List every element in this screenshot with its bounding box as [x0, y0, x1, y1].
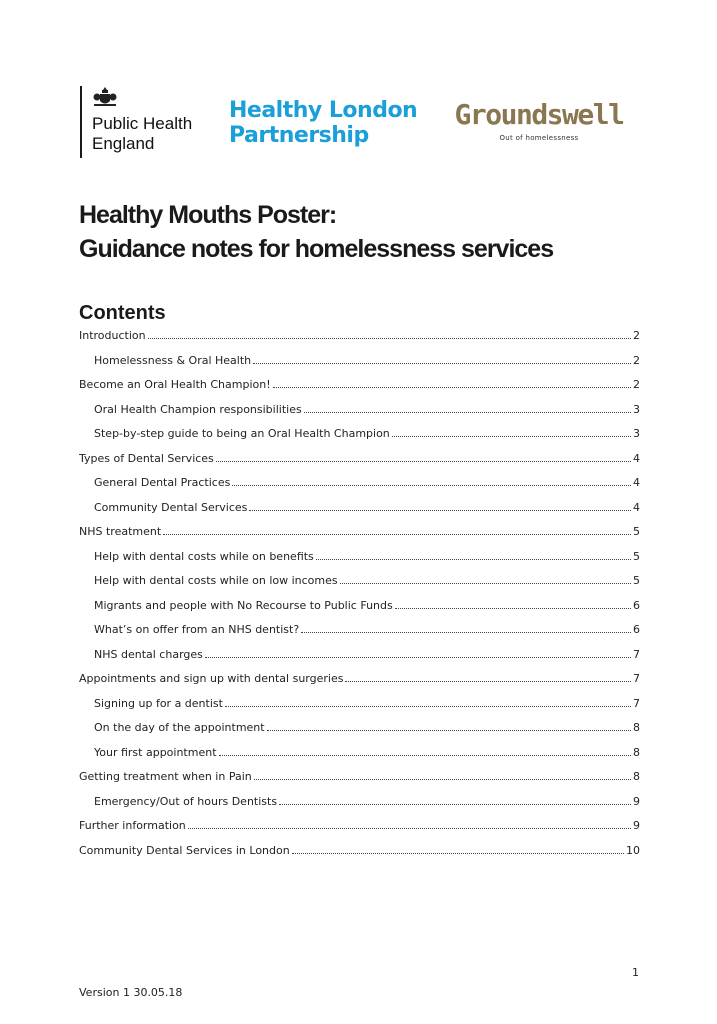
toc-entry-page[interactable]: 6 — [633, 598, 640, 612]
toc-entry-page[interactable]: 7 — [633, 672, 640, 685]
toc-dot-leader — [345, 681, 631, 682]
toc-entry-page[interactable]: 10 — [626, 843, 640, 857]
toc-entry[interactable] — [79, 329, 640, 354]
toc-entry-page[interactable]: 5 — [633, 574, 640, 587]
toc-entry-label[interactable]: Getting treatment when in Pain — [79, 770, 252, 783]
toc-entry-page[interactable]: 4 — [633, 451, 640, 465]
toc-entry[interactable] — [79, 648, 640, 673]
toc-entry[interactable] — [79, 844, 640, 869]
toc-entry-page[interactable]: 7 — [633, 696, 640, 710]
toc-entry[interactable] — [79, 452, 640, 477]
toc-dot-leader — [232, 485, 631, 486]
toc-entry-label[interactable]: Help with dental costs while on benefits — [94, 549, 314, 563]
toc-dot-leader — [292, 853, 624, 854]
toc-entry-page[interactable]: 5 — [633, 525, 640, 538]
toc-dot-leader — [340, 583, 631, 584]
toc-entry[interactable] — [79, 770, 640, 795]
toc-entry-page[interactable]: 6 — [633, 623, 640, 636]
toc-entry[interactable] — [79, 623, 640, 648]
toc-entry[interactable] — [79, 525, 640, 550]
toc-entry[interactable] — [79, 550, 640, 575]
groundswell-logo — [449, 98, 629, 142]
toc-entry-label[interactable]: General Dental Practices — [94, 476, 231, 489]
toc-entry-label[interactable]: Step-by-step guide to being an Oral Health Champion — [94, 427, 390, 440]
toc-entry-label[interactable]: Emergency/Out of hours Dentists — [94, 794, 278, 808]
logo-divider — [80, 86, 82, 158]
toc-dot-leader — [249, 510, 631, 511]
toc-entry-page[interactable]: 7 — [633, 647, 640, 661]
toc-entry[interactable] — [79, 427, 640, 452]
toc-entry-label[interactable]: NHS dental charges — [94, 647, 203, 661]
contents-heading: Contents — [79, 302, 166, 324]
toc-dot-leader — [301, 632, 631, 633]
toc-entry[interactable] — [79, 697, 640, 722]
toc-dot-leader — [254, 779, 631, 780]
toc-entry[interactable] — [79, 476, 640, 501]
toc-entry[interactable] — [79, 746, 640, 771]
toc-entry[interactable] — [79, 672, 640, 697]
groundswell-tagline: Out of homelessness — [499, 134, 579, 142]
toc-dot-leader — [279, 804, 631, 805]
toc-entry[interactable] — [79, 378, 640, 403]
document-title-line-2: Guidance notes for homelessness services — [79, 235, 554, 263]
toc-dot-leader — [316, 559, 631, 560]
toc-entry-label[interactable]: Your first appointment — [94, 745, 217, 759]
toc-entry-label[interactable]: Introduction — [79, 329, 146, 342]
toc-dot-leader — [148, 338, 631, 339]
toc-entry-page[interactable]: 8 — [633, 745, 640, 759]
toc-dot-leader — [253, 363, 631, 364]
toc-entry-page[interactable]: 4 — [633, 476, 640, 489]
toc-entry-label[interactable]: Further information — [79, 819, 186, 832]
toc-entry-label[interactable]: Help with dental costs while on low incomes — [94, 574, 338, 587]
royal-crest-icon — [92, 86, 118, 108]
healthy-london-partnership-logo — [229, 98, 417, 148]
toc-entry[interactable] — [79, 574, 640, 599]
toc-dot-leader — [216, 461, 631, 462]
toc-dot-leader — [205, 657, 631, 658]
toc-entry[interactable] — [79, 354, 640, 379]
toc-entry-page[interactable]: 2 — [633, 353, 640, 367]
toc-entry[interactable] — [79, 795, 640, 820]
toc-entry-label[interactable]: Oral Health Champion responsibilities — [94, 402, 302, 416]
toc-entry-label[interactable]: Migrants and people with No Recourse to Public Funds — [94, 598, 393, 612]
toc-entry-page[interactable]: 8 — [633, 721, 640, 734]
toc-dot-leader — [219, 755, 631, 756]
toc-entry-label[interactable]: Become an Oral Health Champion! — [79, 378, 271, 391]
hlp-logo-line-2: Partnership — [229, 123, 369, 148]
groundswell-name: Groundswell — [454, 98, 624, 131]
toc-entry-label[interactable]: Community Dental Services in London — [79, 843, 290, 857]
toc-dot-leader — [188, 828, 631, 829]
toc-entry[interactable] — [79, 599, 640, 624]
toc-entry[interactable] — [79, 501, 640, 526]
toc-dot-leader — [392, 436, 631, 437]
toc-entry-page[interactable]: 3 — [633, 402, 640, 416]
toc-entry-label[interactable]: On the day of the appointment — [94, 721, 265, 734]
document-title-line-1: Healthy Mouths Poster: — [79, 201, 337, 229]
phe-logo-line-1: Public Health — [92, 114, 193, 133]
table-of-contents — [79, 329, 640, 868]
toc-entry-page[interactable]: 8 — [633, 770, 640, 783]
toc-dot-leader — [267, 730, 631, 731]
page-number: 1 — [632, 966, 639, 979]
toc-entry-page[interactable]: 9 — [633, 819, 640, 832]
public-health-england-logo — [80, 86, 192, 160]
version-label: Version 1 30.05.18 — [79, 986, 183, 999]
toc-entry-label[interactable]: What’s on offer from an NHS dentist? — [94, 623, 300, 636]
phe-logo-line-2: England — [92, 134, 155, 153]
toc-entry-label[interactable]: Signing up for a dentist — [94, 696, 223, 710]
toc-entry-label[interactable]: Homelessness & Oral Health — [94, 353, 252, 367]
toc-dot-leader — [163, 534, 631, 535]
toc-entry-label[interactable]: Community Dental Services — [94, 500, 248, 514]
toc-entry-label[interactable]: Types of Dental Services — [79, 451, 214, 465]
toc-entry-page[interactable]: 5 — [633, 549, 640, 563]
toc-dot-leader — [225, 706, 631, 707]
toc-dot-leader — [395, 608, 631, 609]
toc-entry[interactable] — [79, 403, 640, 428]
toc-entry[interactable] — [79, 721, 640, 746]
toc-entry-page[interactable]: 4 — [633, 500, 640, 514]
document-title — [79, 198, 553, 266]
toc-entry-label[interactable]: NHS treatment — [79, 525, 162, 538]
toc-dot-leader — [304, 412, 631, 413]
toc-entry-label[interactable]: Appointments and sign up with dental surgeries — [79, 672, 344, 685]
toc-entry-page[interactable]: 9 — [633, 794, 640, 808]
toc-entry-page[interactable]: 2 — [633, 329, 640, 342]
toc-entry[interactable] — [79, 819, 640, 844]
toc-entry-page[interactable]: 2 — [633, 378, 640, 391]
toc-dot-leader — [273, 387, 631, 388]
toc-entry-page[interactable]: 3 — [633, 427, 640, 440]
hlp-logo-line-1: Healthy London — [229, 98, 418, 123]
